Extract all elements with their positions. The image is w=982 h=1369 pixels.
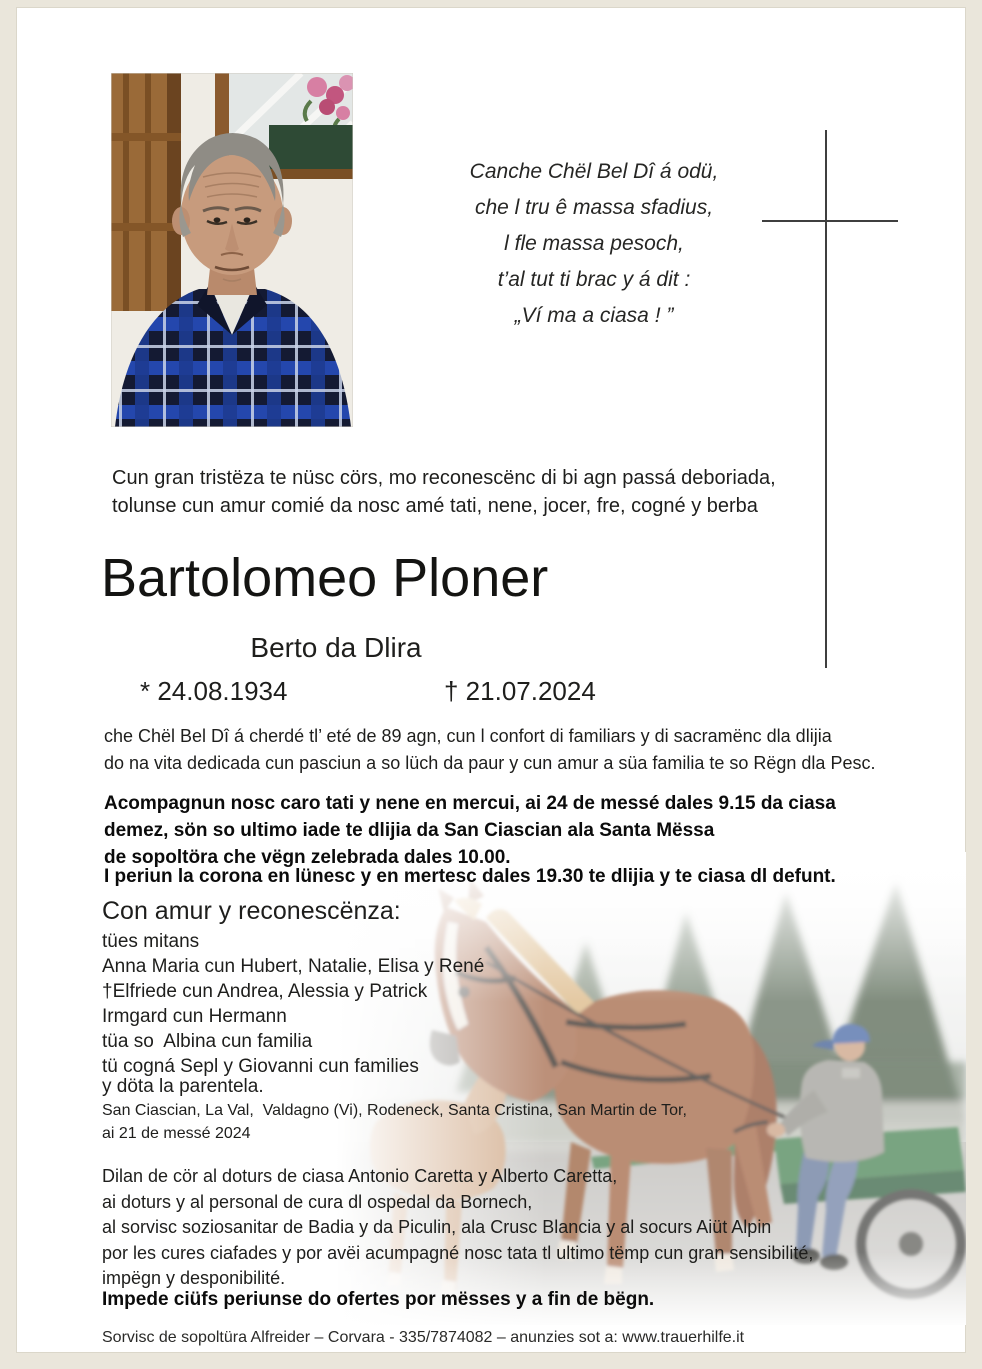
funeral-line: demez, sön so ultimo iade te dlijia da San Ciascian ala Santa Mëssa bbox=[104, 820, 715, 841]
thanks-text bbox=[102, 1164, 813, 1292]
rosary-notice: I periun la corona en lünesc y en mertesc dales 19.30 te dlijia y te ciasa dl defunt. bbox=[104, 866, 836, 887]
places-line bbox=[102, 1099, 687, 1145]
obituary-line: do na vita dedicada cun pasciun a so lüch da paur y cun amur a süa familia te so Rëgn dla Pesc. bbox=[104, 753, 876, 773]
portrait-photo-illustration bbox=[111, 73, 353, 427]
obituary-line: che Chël Bel Dî á cherdé tl’ eté de 89 agn, cun l confort di familiars y di sacramënc dla dlijia bbox=[104, 726, 832, 746]
cross-icon bbox=[825, 130, 827, 668]
mourner-line: tü cogná Sepl y Giovanni cun families bbox=[102, 1056, 419, 1077]
thanks-line: Dilan de cör al doturs de ciasa Antonio Caretta y Alberto Caretta, bbox=[102, 1166, 618, 1186]
offerings-notice: Impede ciüfs periunse do ofertes por mësses y a fin de bëgn. bbox=[102, 1289, 655, 1310]
deceased-name: Bartolomeo Ploner bbox=[101, 548, 549, 608]
funeral-line: Acompagnun nosc caro tati y nene en mercui, ai 24 de messé dales 9.15 da ciasa bbox=[104, 793, 836, 814]
memorial-poem bbox=[420, 154, 768, 334]
places-text: San Ciascian, La Val, Valdagno (Vi), Rodeneck, Santa Cristina, San Martin de Tor, bbox=[102, 1102, 687, 1119]
thanks-line: impëgn y desponibilité. bbox=[102, 1268, 286, 1288]
mourner-line: tüa so Albina cun familia bbox=[102, 1031, 313, 1052]
portrait-photo bbox=[111, 73, 353, 427]
obituary-text bbox=[104, 723, 875, 777]
mourning-heading: Con amur y reconescënza: bbox=[102, 897, 401, 925]
mourner-line: Anna Maria cun Hubert, Natalie, Elisa y René bbox=[102, 956, 485, 977]
poem-line: Canche Chël Bel Dî á odü, bbox=[469, 160, 719, 183]
funeral-line: de sopoltöra che vëgn zelebrada dales 10.00. bbox=[104, 847, 511, 868]
mourning-closing: y döta la parentela. bbox=[102, 1076, 264, 1097]
birth-date: * 24.08.1934 bbox=[140, 676, 288, 706]
thanks-line: al sorvisc soziosanitar de Badia y da Piculin, ala Crusc Blancia y al socurs Aiüt Alpin bbox=[102, 1217, 772, 1237]
cross-icon-bar bbox=[762, 220, 898, 222]
places-date: ai 21 de messé 2024 bbox=[102, 1125, 251, 1142]
intro-line: Cun gran tristëza te nüsc cörs, mo reconescënc di bi agn passá deboriada, bbox=[112, 467, 776, 489]
poem-line: t’al tut ti brac y á dit : bbox=[497, 268, 691, 291]
intro-line: tolunse cun amur comié da nosc amé tati, nene, jocer, fre, cogné y berba bbox=[112, 495, 758, 517]
footer-service-line: Sorvisc de sopoltüra Alfreider – Corvara - 335/7874082 – anunzies sot a: www.trauerhilfe.it bbox=[102, 1329, 745, 1346]
thanks-line: ai doturs y al personal de cura dl ospedal da Bornech, bbox=[102, 1191, 533, 1212]
poem-line: l fle massa pesoch, bbox=[504, 232, 684, 255]
mourner-line: Irmgard cun Hermann bbox=[102, 1006, 287, 1027]
mourner-line: †Elfriede cun Andrea, Alessia y Patrick bbox=[102, 981, 428, 1002]
poem-line: „Ví ma a ciasa ! ” bbox=[514, 304, 674, 327]
funeral-announcement bbox=[104, 790, 836, 871]
mourners-list bbox=[102, 929, 484, 1079]
intro-text bbox=[112, 464, 776, 520]
poem-line: che l tru ê massa sfadius, bbox=[474, 196, 714, 219]
thanks-line: por les cures ciafades y por avëi acumpagné nosc tata tl ultimo tëmp cun gran sensibilité, bbox=[102, 1242, 814, 1263]
mourner-line: tües mitans bbox=[102, 931, 200, 952]
death-date: † 21.07.2024 bbox=[444, 676, 596, 706]
deceased-nickname: Berto da Dlira bbox=[250, 632, 422, 663]
